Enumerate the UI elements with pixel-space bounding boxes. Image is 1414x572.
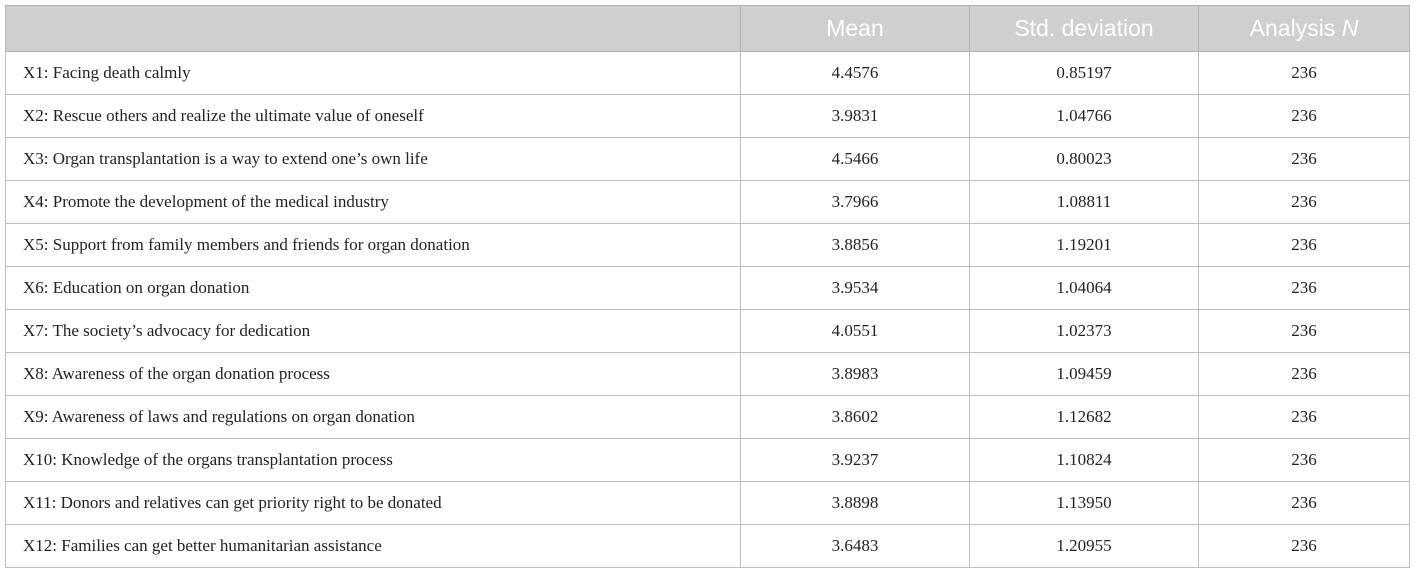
row-label: X2: Rescue others and realize the ultimate value of oneself bbox=[6, 95, 741, 138]
row-label: X7: The society’s advocacy for dedication bbox=[6, 310, 741, 353]
table-body bbox=[6, 52, 1410, 568]
std-deviation-cell: 0.85197 bbox=[970, 52, 1199, 95]
std-deviation-cell: 1.02373 bbox=[970, 310, 1199, 353]
mean-cell: 3.7966 bbox=[741, 181, 970, 224]
row-label: X9: Awareness of laws and regulations on organ donation bbox=[6, 396, 741, 439]
std-deviation-cell: 1.09459 bbox=[970, 353, 1199, 396]
header-analysis-n bbox=[1199, 6, 1410, 52]
header-analysis-label: Analysis bbox=[1249, 15, 1342, 41]
mean-cell: 3.9237 bbox=[741, 439, 970, 482]
header-row bbox=[6, 6, 1410, 52]
analysis-n-cell: 236 bbox=[1199, 525, 1410, 568]
std-deviation-cell: 1.19201 bbox=[970, 224, 1199, 267]
mean-cell: 3.8983 bbox=[741, 353, 970, 396]
std-deviation-cell: 1.12682 bbox=[970, 396, 1199, 439]
analysis-n-cell: 236 bbox=[1199, 439, 1410, 482]
table-row bbox=[6, 267, 1410, 310]
table-row bbox=[6, 353, 1410, 396]
descriptive-statistics-table bbox=[5, 5, 1410, 568]
mean-cell: 4.4576 bbox=[741, 52, 970, 95]
analysis-n-cell: 236 bbox=[1199, 482, 1410, 525]
analysis-n-cell: 236 bbox=[1199, 181, 1410, 224]
std-deviation-cell: 1.13950 bbox=[970, 482, 1199, 525]
row-label: X12: Families can get better humanitarian assistance bbox=[6, 525, 741, 568]
row-label: X1: Facing death calmly bbox=[6, 52, 741, 95]
row-label: X10: Knowledge of the organs transplantation process bbox=[6, 439, 741, 482]
row-label: X5: Support from family members and friends for organ donation bbox=[6, 224, 741, 267]
mean-cell: 4.0551 bbox=[741, 310, 970, 353]
table-row bbox=[6, 310, 1410, 353]
mean-cell: 3.8898 bbox=[741, 482, 970, 525]
analysis-n-cell: 236 bbox=[1199, 95, 1410, 138]
table-row bbox=[6, 396, 1410, 439]
std-deviation-cell: 1.20955 bbox=[970, 525, 1199, 568]
table-row bbox=[6, 482, 1410, 525]
header-mean: Mean bbox=[741, 6, 970, 52]
mean-cell: 4.5466 bbox=[741, 138, 970, 181]
header-item bbox=[6, 6, 741, 52]
std-deviation-cell: 0.80023 bbox=[970, 138, 1199, 181]
table-row bbox=[6, 138, 1410, 181]
table-row bbox=[6, 439, 1410, 482]
analysis-n-cell: 236 bbox=[1199, 396, 1410, 439]
analysis-n-cell: 236 bbox=[1199, 310, 1410, 353]
std-deviation-cell: 1.08811 bbox=[970, 181, 1199, 224]
mean-cell: 3.8602 bbox=[741, 396, 970, 439]
analysis-n-cell: 236 bbox=[1199, 224, 1410, 267]
table-header bbox=[6, 6, 1410, 52]
analysis-n-cell: 236 bbox=[1199, 353, 1410, 396]
mean-cell: 3.8856 bbox=[741, 224, 970, 267]
table-row bbox=[6, 181, 1410, 224]
std-deviation-cell: 1.04064 bbox=[970, 267, 1199, 310]
mean-cell: 3.6483 bbox=[741, 525, 970, 568]
analysis-n-cell: 236 bbox=[1199, 267, 1410, 310]
header-n-italic: N bbox=[1341, 15, 1359, 41]
table-row bbox=[6, 95, 1410, 138]
row-label: X3: Organ transplantation is a way to extend one’s own life bbox=[6, 138, 741, 181]
header-std-deviation: Std. deviation bbox=[970, 6, 1199, 52]
row-label: X8: Awareness of the organ donation process bbox=[6, 353, 741, 396]
std-deviation-cell: 1.10824 bbox=[970, 439, 1199, 482]
table-row bbox=[6, 525, 1410, 568]
row-label: X4: Promote the development of the medical industry bbox=[6, 181, 741, 224]
row-label: X6: Education on organ donation bbox=[6, 267, 741, 310]
analysis-n-cell: 236 bbox=[1199, 52, 1410, 95]
descriptive-statistics-table-container bbox=[5, 5, 1409, 568]
analysis-n-cell: 236 bbox=[1199, 138, 1410, 181]
table-row bbox=[6, 224, 1410, 267]
mean-cell: 3.9831 bbox=[741, 95, 970, 138]
row-label: X11: Donors and relatives can get priority right to be donated bbox=[6, 482, 741, 525]
table-row bbox=[6, 52, 1410, 95]
std-deviation-cell: 1.04766 bbox=[970, 95, 1199, 138]
mean-cell: 3.9534 bbox=[741, 267, 970, 310]
